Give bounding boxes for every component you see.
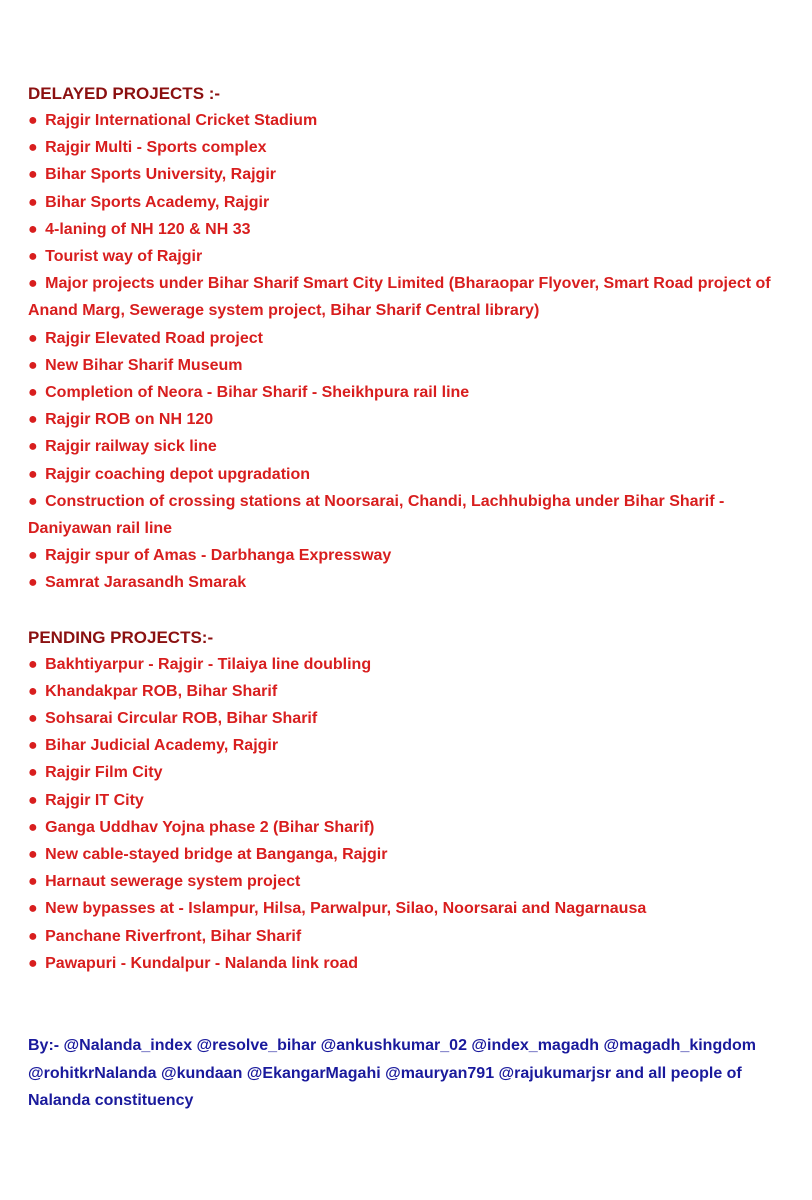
delayed-project-item [28, 107, 788, 134]
delayed-projects-section [28, 80, 788, 597]
pending-project-item [28, 814, 788, 841]
project-name: Rajgir Multi - Sports complex [45, 139, 267, 157]
project-name: Completion of Neora - Bihar Sharif - Sheikhpura rail line [45, 384, 470, 402]
delayed-project-item [28, 134, 788, 161]
pending-project-item [28, 923, 788, 950]
pending-projects-section [28, 624, 788, 977]
credits-text: By:- @Nalanda_index @resolve_bihar @ankushkumar_02 @index_magadh @magadh_kingdom @rohitkrNalanda @kundaan @EkangarMagahi @mauryan791 @rajukumarjsr and all people of Nalanda constituency [28, 1037, 756, 1110]
delayed-project-item [28, 216, 788, 243]
pending-project-item [28, 868, 788, 895]
delayed-projects-heading: DELAYED PROJECTS :- [28, 84, 221, 103]
pending-project-item [28, 678, 788, 705]
delayed-project-item [28, 433, 788, 460]
delayed-project-item [28, 243, 788, 270]
project-name: Construction of crossing stations at Noorsarai, Chandi, Lachhubigha under Bihar Sharif - Daniyawan rail line [28, 492, 725, 538]
document-page [28, 80, 788, 1131]
project-name: Rajgir spur of Amas - Darbhanga Expressway [45, 547, 392, 565]
bullet-icon: ● [28, 900, 38, 918]
pending-project-item [28, 950, 788, 977]
delayed-project-item [28, 325, 788, 352]
bullet-icon: ● [28, 873, 38, 891]
bullet-icon: ● [28, 139, 38, 157]
delayed-project-item [28, 488, 788, 542]
project-name: Pawapuri - Kundalpur - Nalanda link road [45, 954, 359, 972]
bullet-icon: ● [28, 411, 38, 429]
project-name: Samrat Jarasandh Smarak [45, 574, 247, 592]
delayed-project-item [28, 406, 788, 433]
bullet-icon: ● [28, 384, 38, 402]
pending-project-item [28, 787, 788, 814]
project-name: Rajgir coaching depot upgradation [45, 465, 311, 483]
pending-project-item [28, 705, 788, 732]
delayed-project-item [28, 352, 788, 379]
pending-project-item [28, 759, 788, 786]
project-name: Harnaut sewerage system project [45, 873, 301, 891]
bullet-icon: ● [28, 438, 38, 456]
pending-project-item [28, 895, 788, 922]
project-name: Bihar Judicial Academy, Rajgir [45, 737, 279, 755]
bullet-icon: ● [28, 220, 38, 238]
pending-project-item [28, 651, 788, 678]
project-name: Sohsarai Circular ROB, Bihar Sharif [45, 710, 318, 728]
delayed-project-item [28, 379, 788, 406]
bullet-icon: ● [28, 492, 38, 510]
bullet-icon: ● [28, 764, 38, 782]
pending-projects-heading: PENDING PROJECTS:- [28, 627, 214, 647]
delayed-project-item [28, 542, 788, 569]
bullet-icon: ● [28, 954, 38, 972]
project-name: Major projects under Bihar Sharif Smart City Limited (Bharaopar Flyover, Smart Road project of Anand Marg, Sewerage system project, Bihar Sharif Central library) [28, 275, 771, 320]
project-name: Rajgir IT City [45, 791, 144, 809]
bullet-icon: ● [28, 329, 38, 347]
pending-projects-list [28, 651, 788, 977]
bullet-icon: ● [28, 166, 38, 184]
project-name: Bihar Sports University, Rajgir [45, 166, 276, 184]
delayed-project-item [28, 161, 788, 188]
pending-project-item [28, 841, 788, 868]
project-name: Ganga Uddhav Yojna phase 2 (Bihar Sharif) [45, 818, 375, 836]
bullet-icon: ● [28, 574, 38, 592]
bullet-icon: ● [28, 193, 38, 211]
bullet-icon: ● [28, 737, 38, 755]
bullet-icon: ● [28, 791, 38, 809]
project-name: Khandakpar ROB, Bihar Sharif [45, 682, 278, 700]
project-name: New Bihar Sharif Museum [45, 356, 243, 374]
project-name: Rajgir ROB on NH 120 [45, 411, 214, 429]
project-name: Rajgir Elevated Road project [45, 329, 263, 347]
project-name: 4-laning of NH 120 & NH 33 [45, 220, 251, 238]
delayed-projects-list [28, 107, 788, 597]
project-name: Bihar Sports Academy, Rajgir [45, 193, 270, 211]
bullet-icon: ● [28, 818, 38, 836]
bullet-icon: ● [28, 356, 38, 374]
delayed-project-item [28, 461, 788, 488]
project-name: Tourist way of Rajgir [45, 248, 203, 266]
project-name: Rajgir railway sick line [45, 438, 217, 456]
bullet-icon: ● [28, 710, 38, 728]
bullet-icon: ● [28, 112, 38, 129]
delayed-project-item [28, 189, 788, 216]
bullet-icon: ● [28, 547, 38, 565]
bullet-icon: ● [28, 275, 38, 293]
bullet-icon: ● [28, 846, 38, 864]
bullet-icon: ● [28, 682, 38, 700]
project-name: New bypasses at - Islampur, Hilsa, Parwalpur, Silao, Noorsarai and Nagarnausa [45, 900, 647, 918]
bullet-icon: ● [28, 655, 38, 673]
bullet-icon: ● [28, 248, 38, 266]
project-name: Rajgir Film City [45, 764, 163, 782]
bullet-icon: ● [28, 927, 38, 945]
pending-project-item [28, 732, 788, 759]
project-name: New cable-stayed bridge at Banganga, Rajgir [45, 846, 388, 864]
bullet-icon: ● [28, 465, 38, 483]
project-name: Bakhtiyarpur - Rajgir - Tilaiya line doubling [45, 655, 372, 673]
delayed-project-item [28, 270, 788, 324]
project-name: Rajgir International Cricket Stadium [45, 112, 318, 129]
project-name: Panchane Riverfront, Bihar Sharif [45, 927, 302, 945]
delayed-project-item [28, 569, 788, 596]
